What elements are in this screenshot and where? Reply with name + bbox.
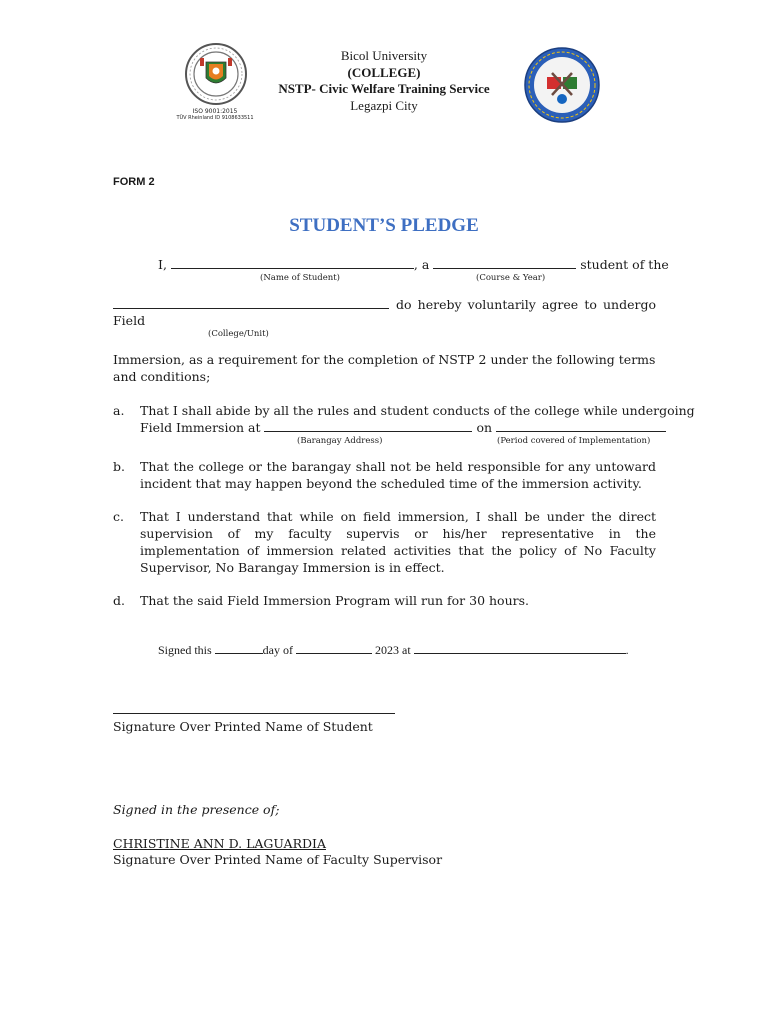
caption-course: (Course & Year) (476, 273, 546, 283)
signed-part-2: day of (262, 643, 296, 657)
signed-part-4: . (625, 643, 629, 657)
term-b: That the college or the barangay shall not be held responsible for any untoward incident that may happen beyond the scheduled time of the immersion activity. (140, 459, 656, 491)
city-name: Legazpi City (350, 98, 418, 113)
term-a-on: on (472, 420, 497, 435)
form-label: FORM 2 (113, 176, 155, 188)
term-c-marker: c. (113, 509, 124, 524)
student-name-field[interactable] (171, 256, 414, 269)
presence-label: Signed in the presence of; (113, 802, 280, 817)
student-signature-label: Signature Over Printed Name of Student (113, 719, 373, 734)
term-d-marker: d. (113, 593, 125, 608)
caption-address: (Barangay Address) (297, 436, 383, 446)
supervisor-signature-label: Signature Over Printed Name of Faculty Supervisor (113, 852, 443, 867)
pledge-line-2: do hereby voluntarily agree to undergo (396, 297, 656, 312)
term-a (140, 402, 695, 436)
signed-part-3: 2023 at (372, 643, 414, 657)
term-b-marker: b. (113, 459, 125, 474)
signed-line (158, 641, 629, 658)
tuv-cert-line: TÜV Rheinland ID 9108633511 (176, 115, 254, 121)
term-a-line-2 (140, 419, 656, 436)
period-covered-field[interactable] (496, 419, 666, 432)
caption-period: (Period covered of Implementation) (497, 436, 651, 446)
signed-place-field[interactable] (414, 641, 626, 654)
pledge-suffix: student of the (576, 257, 669, 272)
term-a-field-text: Field Immersion at (140, 420, 265, 435)
college-placeholder: (COLLEGE) (347, 65, 421, 80)
iso-cert-line: ISO 9001:2015 (192, 108, 238, 115)
pledge-line-3: Immersion, as a requirement for the completion of NSTP 2 under the following terms and conditions; (113, 352, 656, 384)
course-year-field[interactable] (433, 256, 576, 269)
caption-college: (College/Unit) (208, 329, 269, 339)
pledge-prefix: I, (158, 257, 171, 272)
pledge-mid: , a (413, 257, 434, 272)
pledge-field-word: Field (113, 313, 146, 328)
term-d: That the said Field Immersion Program will run for 30 hours. (140, 593, 529, 608)
university-name: Bicol University (340, 48, 428, 63)
term-a-marker: a. (113, 403, 125, 418)
signed-day-field[interactable] (215, 641, 263, 654)
caption-name: (Name of Student) (260, 273, 340, 283)
term-a-line-1: That I shall abide by all the rules and student conducts of the college while undergoing (140, 403, 695, 418)
page-title: STUDENT’S PLEDGE (289, 215, 479, 236)
pledge-line-1 (158, 256, 669, 273)
nstp-seal-icon (522, 45, 602, 125)
student-signature-line[interactable] (113, 713, 395, 714)
supervisor-name: CHRISTINE ANN D. LAGUARDIA (113, 836, 326, 851)
signed-month-field[interactable] (296, 641, 372, 654)
program-name: NSTP- Civic Welfare Training Service (278, 81, 490, 96)
college-unit-field[interactable] (113, 296, 389, 309)
barangay-address-field[interactable] (264, 419, 472, 432)
signed-part-1: Signed this (158, 643, 215, 657)
term-c: That I understand that while on field immersion, I shall be under the direct supervision of my faculty supervis or his/her representative in the implementation of immersion related activities that the policy of No Faculty Supervisor, No Barangay Immersion is in effect. (140, 509, 656, 575)
